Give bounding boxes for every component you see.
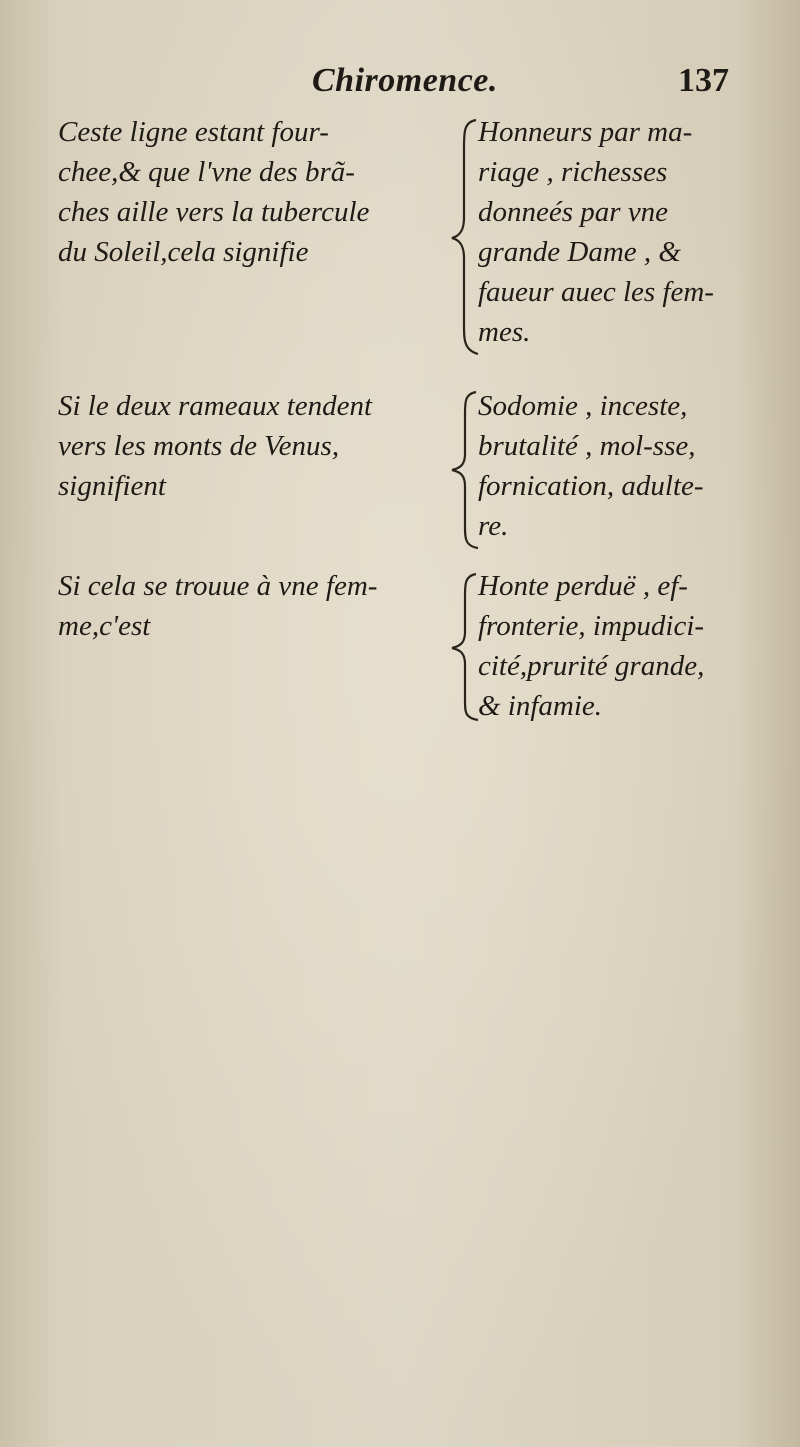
brace-icon — [448, 572, 482, 722]
entry-meaning — [478, 566, 704, 726]
page-number: 137 — [678, 62, 729, 99]
condition-line: du Soleil,cela signifie — [58, 236, 309, 268]
meaning-line: faueur auec les fem- — [478, 276, 714, 308]
brace-icon — [448, 390, 482, 550]
meaning-line: cité,prurité grande, — [478, 650, 705, 682]
page-header — [0, 62, 800, 112]
entry-meaning — [478, 112, 714, 352]
meaning-line: re. — [478, 510, 509, 542]
meaning-line: Honte perduë , ef- — [478, 570, 688, 602]
brace-icon — [448, 118, 482, 356]
meaning-line: riage , richesses — [478, 156, 668, 188]
meaning-line: grande Dame , & — [478, 236, 681, 268]
meaning-line: fronterie, impudici- — [478, 610, 705, 642]
running-title: Chiromence. — [312, 62, 498, 99]
meaning-line: brutalité , mol-sse, — [478, 430, 696, 462]
meaning-line: fornication, adulte- — [478, 470, 704, 502]
meaning-line: mes. — [478, 316, 531, 348]
condition-line: ches aille vers la tubercule — [58, 196, 370, 228]
entry-condition — [58, 386, 372, 506]
entry-condition — [58, 112, 369, 272]
meaning-line: Honneurs par ma- — [478, 116, 693, 148]
condition-line: Ceste ligne estant four- — [58, 116, 329, 148]
condition-line: Si le deux rameaux tendent — [58, 390, 373, 422]
entry-meaning — [478, 386, 704, 546]
condition-line: vers les monts de Venus, — [58, 430, 340, 462]
meaning-line: donneés par vne — [478, 196, 669, 228]
meaning-line: Sodomie , inceste, — [478, 390, 688, 422]
entry-condition — [58, 566, 377, 646]
condition-line: me,c'est — [58, 610, 151, 642]
meaning-line: & infamie. — [478, 690, 603, 722]
condition-line: Si cela se trouue à vne fem- — [58, 570, 378, 602]
condition-line: chee,& que l'vne des brã- — [58, 156, 355, 188]
condition-line: signifient — [58, 470, 166, 502]
